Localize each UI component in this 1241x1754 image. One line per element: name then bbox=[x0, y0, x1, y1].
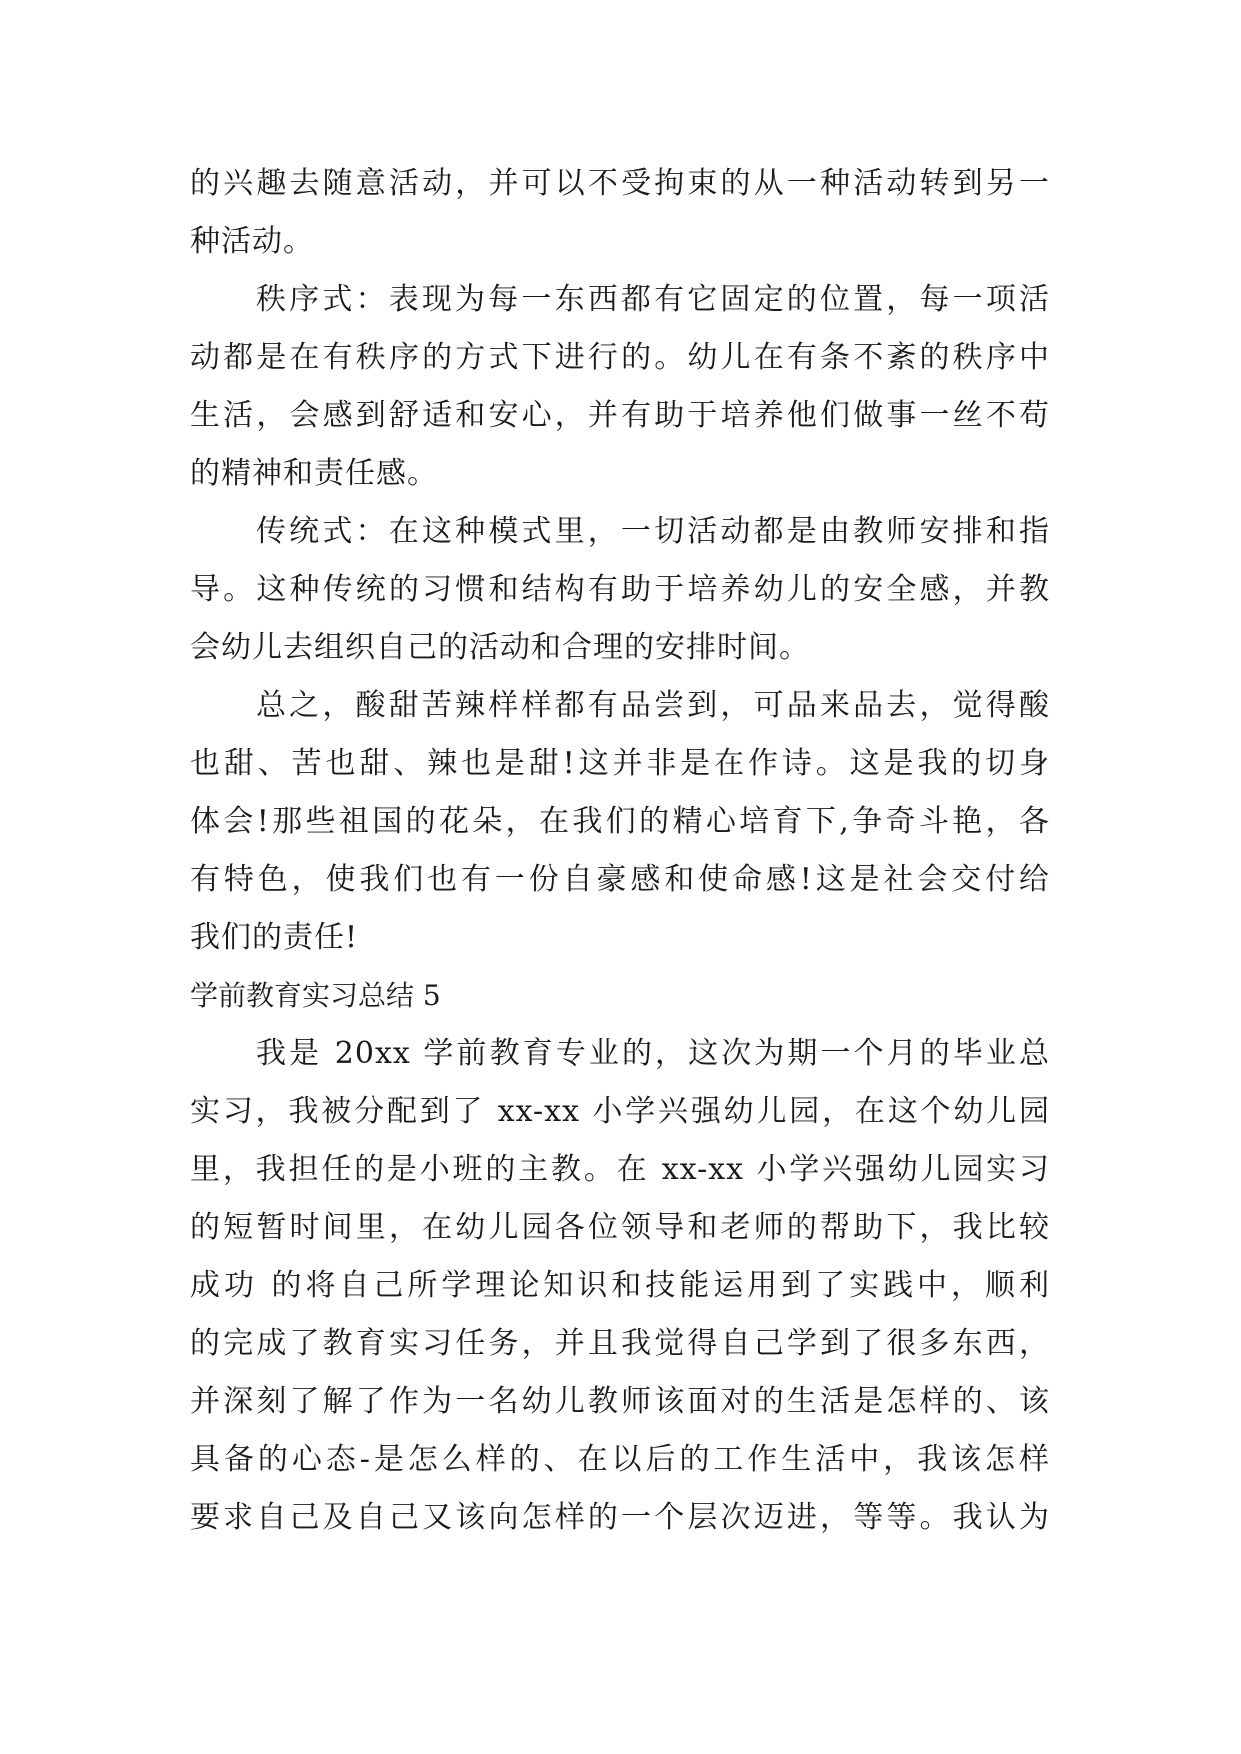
text-line: 种活动。 bbox=[190, 224, 314, 259]
text-line: 体会!那些祖国的花朵，在我们的精心培育下,争奇斗艳，各 bbox=[190, 804, 1050, 839]
paragraph bbox=[190, 271, 1050, 503]
text-line: 的兴趣去随意活动，并可以不受拘束的从一种活动转到另一 bbox=[190, 166, 1050, 201]
text-line: 要求自己及自己又该向怎样的一个层次迈进，等等。我认为 bbox=[190, 1500, 1050, 1535]
text-line: 我是 20xx 学前教育专业的，这次为期一个月的毕业总 bbox=[256, 1036, 1050, 1071]
text-line: 成功 的将自己所学理论知识和技能运用到了实践中，顺利 bbox=[190, 1268, 1050, 1303]
text-line: 的短暂时间里，在幼儿园各位领导和老师的帮助下，我比较 bbox=[190, 1210, 1050, 1245]
text-line: 传统式：在这种模式里，一切活动都是由教师安排和指 bbox=[256, 514, 1050, 549]
paragraph bbox=[190, 503, 1050, 677]
text-line: 我们的责任! bbox=[190, 920, 359, 955]
document-body bbox=[190, 155, 1050, 1547]
section-heading: 学前教育实习总结 5 bbox=[190, 979, 441, 1012]
text-line: 的完成了教育实习任务，并且我觉得自己学到了很多东西， bbox=[190, 1326, 1050, 1361]
text-line: 并深刻了解了作为一名幼儿教师该面对的生活是怎样的、该 bbox=[190, 1384, 1050, 1419]
text-line: 具备的心态-是怎么样的、在以后的工作生活中，我该怎样 bbox=[190, 1442, 1050, 1477]
text-line: 会幼儿去组织自己的活动和合理的安排时间。 bbox=[190, 630, 810, 665]
text-line: 动都是在有秩序的方式下进行的。幼儿在有条不紊的秩序中 bbox=[190, 340, 1050, 375]
paragraph bbox=[190, 677, 1050, 967]
text-line: 导。这种传统的习惯和结构有助于培养幼儿的安全感，并教 bbox=[190, 572, 1050, 607]
text-line: 的精神和责任感。 bbox=[190, 456, 438, 491]
text-line: 实习，我被分配到了 xx-xx 小学兴强幼儿园，在这个幼儿园 bbox=[190, 1094, 1050, 1129]
paragraph bbox=[190, 1025, 1050, 1547]
text-line: 秩序式：表现为每一东西都有它固定的位置，每一项活 bbox=[256, 282, 1050, 317]
text-line: 总之，酸甜苦辣样样都有品尝到，可品来品去，觉得酸 bbox=[256, 688, 1050, 723]
text-line: 有特色，使我们也有一份自豪感和使命感!这是社会交付给 bbox=[190, 862, 1050, 897]
text-line: 也甜、苦也甜、辣也是甜!这并非是在作诗。这是我的切身 bbox=[190, 746, 1050, 781]
text-line: 生活，会感到舒适和安心，并有助于培养他们做事一丝不苟 bbox=[190, 398, 1050, 433]
paragraph bbox=[190, 155, 1050, 271]
text-line: 里，我担任的是小班的主教。在 xx-xx 小学兴强幼儿园实习 bbox=[190, 1152, 1050, 1187]
